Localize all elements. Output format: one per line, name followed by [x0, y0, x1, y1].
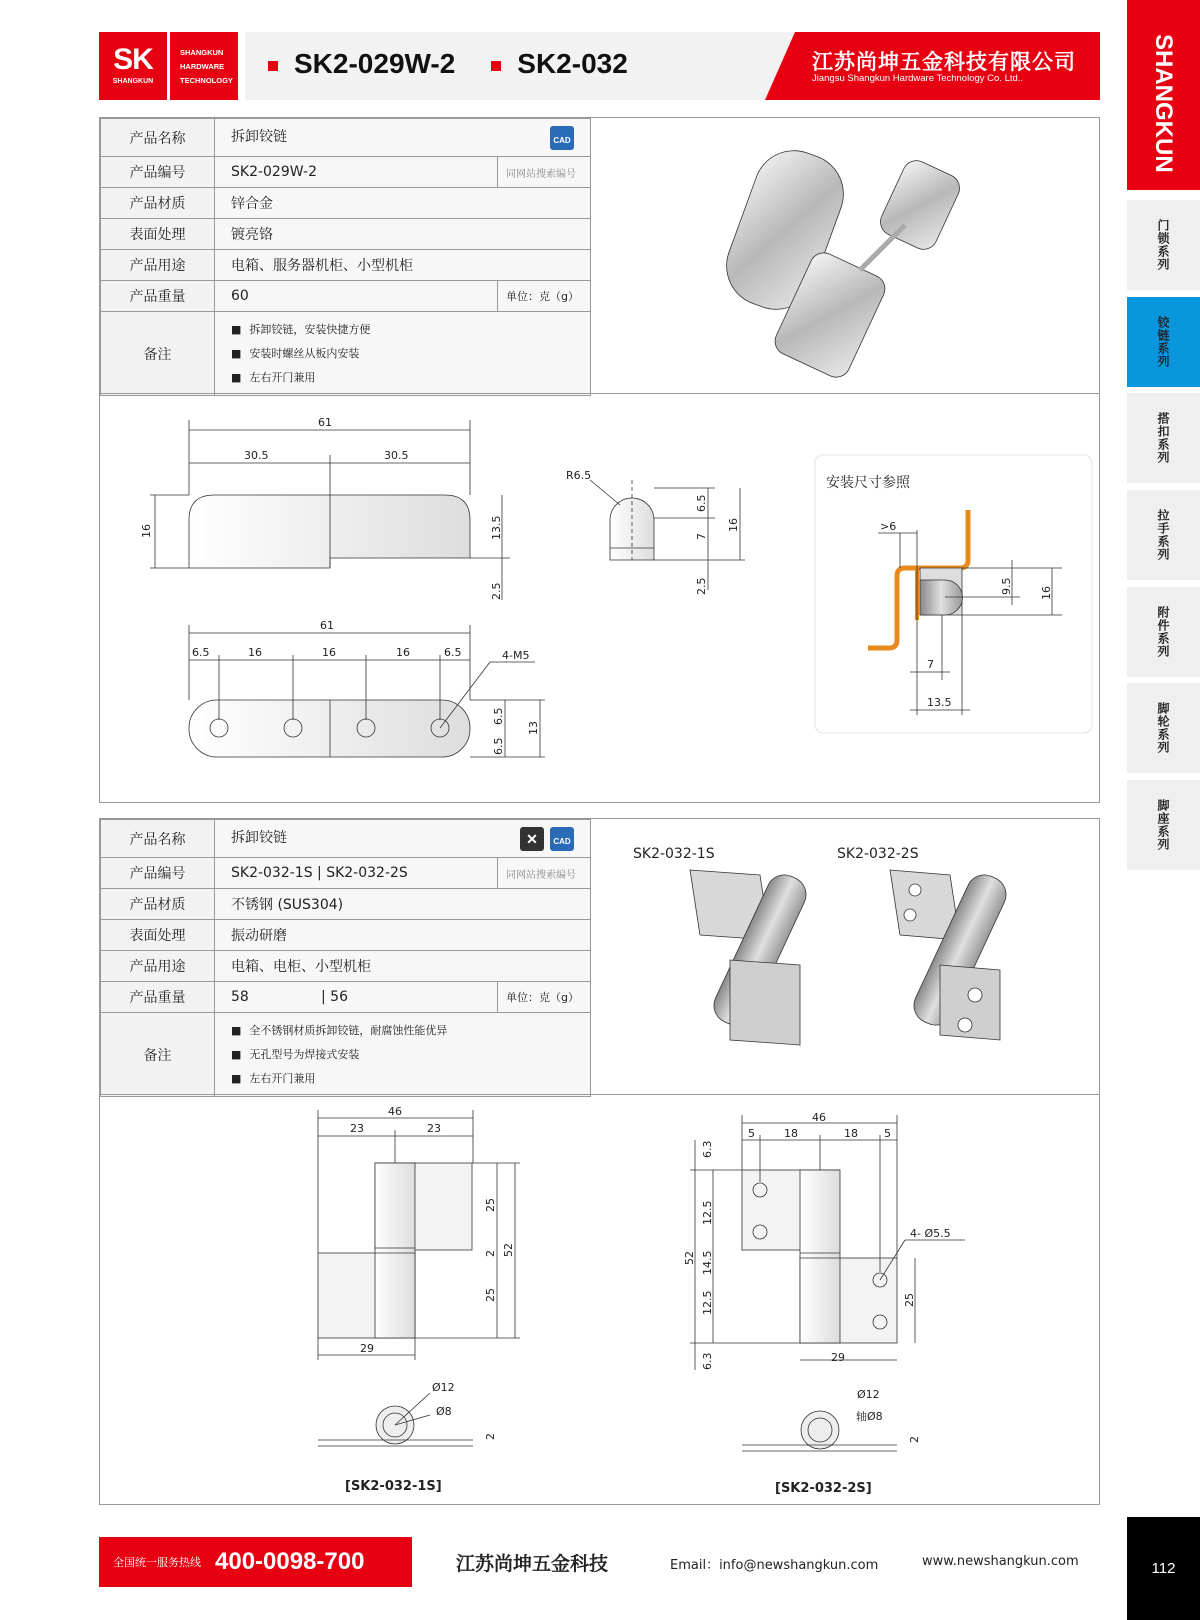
product2-d2-id: 轴Ø8 [856, 1410, 883, 1423]
product1-install-c: 13.5 [927, 696, 952, 709]
sidebar-tabs-6-label: 脚座系列 [1156, 799, 1170, 851]
sidebar-brand: SHANGKUN [1150, 34, 1177, 173]
product1-dims-end-c: 2.5 [695, 577, 708, 595]
labels-notes: 备注 [101, 312, 215, 396]
product2-d2-od: Ø12 [857, 1388, 880, 1401]
product-photo-sk2-032-2s [890, 869, 1012, 1040]
footer-website[interactable]: www.newshangkun.com [922, 1554, 1079, 1569]
product2-notes-1: ■ 无孔型号为焊接式安装 [231, 1043, 574, 1067]
product1-name: 拆卸铰链 [231, 128, 287, 145]
labels-use: 产品用途 [101, 951, 215, 982]
footer-company: 江苏尚坤五金科技 [456, 1553, 609, 1575]
product1-dims-top-hole: 4-M5 [502, 649, 530, 662]
cad-icon[interactable]: CAD [550, 827, 574, 851]
drawing-1s-front [318, 1110, 520, 1446]
product2-d2-l-1: 12.5 [701, 1200, 714, 1225]
sidebar-tabs-2-label: 搭扣系列 [1156, 412, 1170, 464]
labels-material: 产品材质 [101, 889, 215, 920]
sidebar-tab-locks[interactable] [1127, 200, 1200, 290]
labels-name: 产品名称 [101, 119, 215, 157]
product1-dims-side-h: 16 [140, 524, 153, 538]
header-logo-lines-2: TECHNOLOGY [180, 76, 233, 85]
cad-icon[interactable]: CAD [550, 126, 574, 150]
labels-search-hint: 同网站搜索编号 [498, 858, 591, 889]
header-models-1: SK2-032 [517, 48, 628, 79]
sidebar-brand [1127, 0, 1200, 190]
product2-d1-h: 52 [502, 1243, 515, 1257]
labels-unit: 单位：克（g） [498, 982, 591, 1013]
product1-weight: 60 [215, 281, 498, 312]
product2-d1-h2: 25 [484, 1288, 497, 1302]
product1-dims-side-h2: 13.5 [490, 515, 503, 540]
product2-d2-hole: 4- Ø5.5 [910, 1227, 951, 1240]
product2-d1-t: 2 [484, 1433, 497, 1440]
product1-dims-top-total: 61 [320, 619, 334, 632]
footer-email[interactable]: Email：info@newshangkun.com [670, 1558, 879, 1573]
product2-surface: 振动研磨 [215, 920, 591, 951]
sidebar-tab-casters[interactable] [1127, 683, 1200, 773]
product1-dims-top-a: 6.5 [492, 707, 505, 725]
product2-d1-od: Ø12 [432, 1381, 455, 1394]
drawing-side-view [150, 420, 510, 600]
page-number: 112 [1127, 1517, 1200, 1620]
sidebar-tab-hasps[interactable] [1127, 393, 1200, 483]
sidebar-tabs-4-label: 附件系列 [1156, 606, 1170, 658]
product1-notes-0: ■ 拆卸铰链，安装快捷方便 [231, 318, 574, 342]
labels-surface: 表面处理 [101, 219, 215, 250]
header-logo-sk: SK [113, 43, 153, 76]
sidebar-tabs-1-label: 铰链系列 [1156, 316, 1170, 368]
product1-install-b: 7 [927, 658, 934, 671]
product2-d1-b: 23 [427, 1122, 441, 1135]
company-name-cn: 江苏尚坤五金科技有限公司 [812, 50, 1076, 74]
product1-dims-top-segs-1: 16 [248, 646, 262, 659]
sidebar-tabs-3-label: 拉手系列 [1156, 509, 1170, 561]
labels-surface: 表面处理 [101, 920, 215, 951]
product1-use: 电箱、服务器机柜、小型机柜 [215, 250, 591, 281]
labels-code: 产品编号 [101, 858, 215, 889]
product2-d2-s-3: 5 [884, 1127, 891, 1140]
product1-dims-top-b: 6.5 [492, 737, 505, 755]
product2-d2-w: 46 [812, 1111, 826, 1124]
product2-d2-l-4: 6.3 [701, 1352, 714, 1370]
product1-dims-end-b: 7 [695, 533, 708, 540]
product2-weight-1: 58 [231, 989, 249, 1005]
labels-material: 产品材质 [101, 188, 215, 219]
product1-install-h: 16 [1040, 586, 1053, 600]
product2-d2-h: 52 [683, 1251, 696, 1265]
stainless-steel-icon: ✕ [520, 827, 544, 851]
product1-material: 锌合金 [215, 188, 591, 219]
labels-weight: 产品重量 [101, 982, 215, 1013]
product1-dims-end-r: R6.5 [566, 469, 592, 482]
install-title: 安装尺寸参照 [826, 475, 910, 491]
product2-d1-g: 2 [484, 1250, 497, 1257]
hotline-banner [99, 1537, 412, 1587]
product2-d2-t: 2 [908, 1436, 921, 1443]
labels-weight: 产品重量 [101, 281, 215, 312]
product1-dims-top-segs-3: 16 [396, 646, 410, 659]
product2-notes-0: ■ 全不锈钢材质拆卸铰链，耐腐蚀性能优异 [231, 1019, 574, 1043]
sidebar-tabs-5-label: 脚轮系列 [1156, 702, 1170, 754]
product1-dims-side-step: 2.5 [490, 582, 503, 600]
product1-dims-top-segs-0: 6.5 [192, 646, 210, 659]
drawing-end-view [590, 480, 745, 590]
product2-photo-labels-1: SK2-032-2S [837, 846, 919, 862]
product-photo-sk2-029w-2 [715, 139, 964, 381]
footer-hotline-label: 全国统一服务热线 [113, 1556, 201, 1569]
product2-d2-caption: [SK2-032-2S] [775, 1481, 872, 1496]
product2-d1-c: 29 [360, 1342, 374, 1355]
product1-surface: 镀亮铬 [215, 219, 591, 250]
product1-dims-top-segs-2: 16 [322, 646, 336, 659]
product2-d2-s-1: 18 [784, 1127, 798, 1140]
product2-d1-caption: [SK2-032-1S] [345, 1479, 442, 1494]
labels-code: 产品编号 [101, 157, 215, 188]
product2-photo-labels-0: SK2-032-1S [633, 846, 715, 862]
product2-d2-r: 25 [903, 1293, 916, 1307]
product1-install-a: 9.5 [1000, 577, 1013, 595]
sidebar-tabs-0-label: 门锁系列 [1156, 219, 1170, 271]
product1-code: SK2-029W-2 [215, 157, 498, 188]
product2-d1-id: Ø8 [436, 1405, 452, 1418]
product2-d1-h1: 25 [484, 1198, 497, 1212]
product1-dims-end-a: 6.5 [695, 494, 708, 512]
product2-code: SK2-032-1S | SK2-032-2S [215, 858, 498, 889]
product2-notes-2: ■ 左右开门兼用 [231, 1067, 574, 1091]
product1-dims-side-half-r: 30.5 [384, 449, 409, 462]
product1-notes-2: ■ 左右开门兼用 [231, 366, 574, 390]
drawing-top-view [189, 625, 545, 757]
product2-d2-s-0: 5 [748, 1127, 755, 1140]
product2-d2-c: 29 [831, 1351, 845, 1364]
product1-dims-top-segs-4: 6.5 [444, 646, 462, 659]
labels-unit: 单位：克（g） [498, 281, 591, 312]
product2-use: 电箱、电柜、小型机柜 [215, 951, 591, 982]
sidebar-tab-handles[interactable] [1127, 490, 1200, 580]
sidebar-tab-accessories[interactable] [1127, 587, 1200, 677]
product-photo-sk2-032-1s [690, 869, 812, 1045]
product2-d2-s-2: 18 [844, 1127, 858, 1140]
header-logo-lines-1: HARDWARE [180, 62, 225, 71]
hotline-number: 400-0098-700 [215, 1548, 365, 1575]
labels-notes: 备注 [101, 1013, 215, 1097]
company-name-en: Jiangsu Shangkun Hardware Technology Co. Ltd.. [812, 73, 1024, 84]
product1-dims-top-h: 13 [527, 721, 540, 735]
labels-search-hint: 同网站搜索编号 [498, 157, 591, 188]
sidebar-tab-hinges[interactable] [1127, 297, 1200, 387]
header-logo-lines-0: SHANGKUN [180, 48, 224, 57]
sidebar-tab-feet[interactable] [1127, 780, 1200, 870]
product2-d2-l-3: 12.5 [701, 1290, 714, 1315]
product2-d2-l-2: 14.5 [701, 1250, 714, 1275]
product2-material: 不锈钢 (SUS304) [215, 889, 591, 920]
product1-dims-side-half-l: 30.5 [244, 449, 269, 462]
drawing-2s-front [690, 1115, 965, 1451]
product1-notes-1: ■ 安装时螺丝从板内安装 [231, 342, 574, 366]
product2-weight-2: | 56 [321, 989, 348, 1005]
product2-d1-a: 23 [350, 1122, 364, 1135]
header-models-0: SK2-029W-2 [294, 48, 456, 79]
product2-d2-l-0: 6.3 [701, 1140, 714, 1158]
product2-name: 拆卸铰链 [231, 829, 287, 846]
product2-d1-w: 46 [388, 1105, 402, 1118]
labels-use: 产品用途 [101, 250, 215, 281]
product1-dims-end-h: 16 [727, 518, 740, 532]
dim: 61 [318, 416, 332, 429]
product1-install-gap: >6 [880, 520, 897, 533]
labels-name: 产品名称 [101, 820, 215, 858]
header-logo-sub: SHANGKUN [112, 78, 154, 85]
